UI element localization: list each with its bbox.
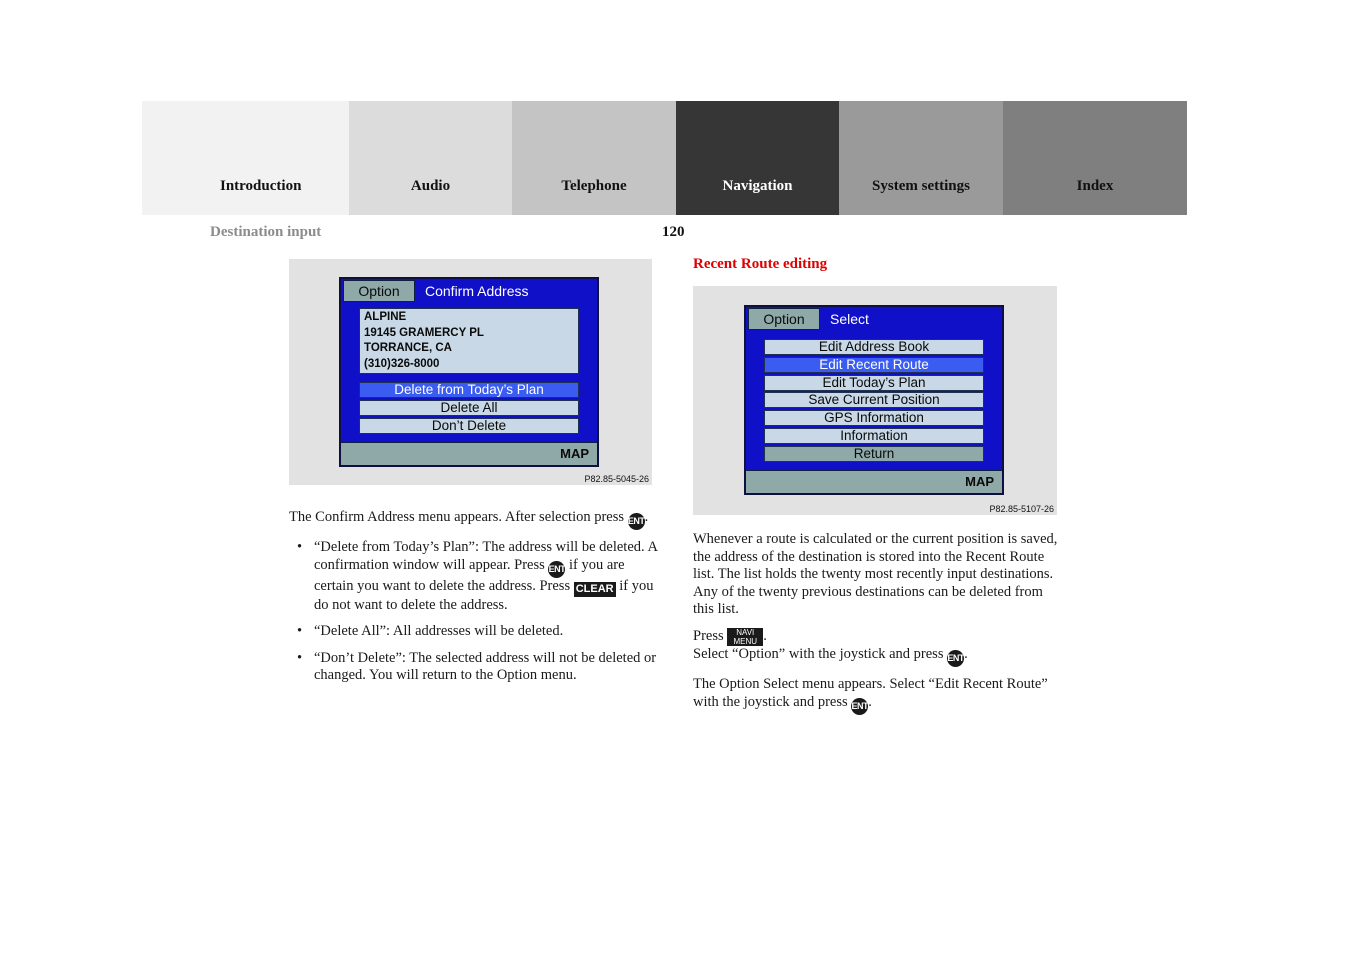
ent-button-icon: ENT: [947, 650, 964, 667]
screen-header: [341, 279, 597, 303]
ent-button-icon: ENT: [851, 698, 868, 715]
intro-paragraph: [289, 509, 661, 530]
menu-item-save-current-position: Save Current Position: [764, 392, 984, 408]
screen-footer: [341, 442, 597, 465]
tab-system-settings[interactable]: [839, 101, 1003, 215]
list-item: • “Don’t Delete”: The selected address will not be deleted or changed. You will return to the Option menu.: [289, 650, 661, 685]
confirm-address-figure: [289, 259, 652, 485]
screen-title: Select: [830, 311, 869, 327]
menu-item-return: Return: [764, 446, 984, 462]
confirm-menu: [359, 382, 579, 435]
tab-label: Introduction: [220, 178, 302, 194]
tab-label: Telephone: [561, 178, 627, 194]
address-line: 19145 GRAMERCY PL: [364, 326, 484, 339]
option-list: [289, 539, 661, 685]
text: .: [964, 646, 968, 663]
option-select-menu: [764, 339, 984, 464]
tab-audio[interactable]: [349, 101, 512, 215]
figure-id: P82.85-5107-26: [989, 504, 1054, 514]
page-number: 120: [662, 224, 685, 240]
list-item: [289, 539, 661, 614]
menu-item-delete-from-todays-plan: Delete from Today’s Plan: [359, 382, 579, 398]
text: .: [763, 627, 767, 644]
option-tab: Option: [343, 280, 415, 302]
nav-screen: [744, 305, 1004, 495]
tab-label: Audio: [410, 178, 451, 194]
option-tab: Option: [748, 308, 820, 330]
nav-screen: [339, 277, 599, 467]
section-title: Destination input: [210, 224, 322, 240]
menu-item-edit-recent-route: Edit Recent Route: [764, 357, 984, 373]
left-column: [289, 509, 661, 694]
screen-footer: [746, 470, 1002, 493]
address-line: (310)326-8000: [364, 357, 440, 370]
section-heading: Recent Route editing: [693, 256, 828, 272]
menu-item-gps-information: GPS Information: [764, 410, 984, 426]
screen-title: Confirm Address: [425, 283, 529, 299]
top-tab-bar: [142, 101, 1187, 215]
text: .: [868, 694, 872, 711]
address-box: [359, 308, 579, 374]
address-line: ALPINE: [364, 311, 407, 323]
map-label: MAP: [965, 474, 994, 489]
tab-label: Index: [1076, 178, 1114, 194]
text: if you do not want to delete the address.: [314, 577, 654, 613]
instruction-paragraph: [693, 628, 1065, 668]
text: Select “Option” with the joystick and press: [693, 646, 948, 663]
paragraph: Whenever a route is calculated or the current position is saved, the address of the destination is stored into the Recent Route list. The list holds the twenty most recently input destinations. Any of the twenty previous destinations can be deleted from this list.: [693, 531, 1058, 618]
menu-label: MENU: [733, 636, 758, 646]
tab-index[interactable]: [1003, 101, 1187, 215]
navi-menu-button-icon: [727, 628, 763, 646]
tab-navigation[interactable]: [676, 101, 839, 215]
right-column: [693, 531, 1065, 724]
list-item: • “Delete All”: All addresses will be deleted.: [289, 623, 661, 641]
text: “Delete from Today’s Plan”: The address will be deleted. A confirmation window will appear. Press: [314, 539, 658, 573]
figure-id: P82.85-5045-26: [584, 474, 649, 484]
menu-item-dont-delete: Don’t Delete: [359, 418, 579, 434]
menu-item-information: Information: [764, 428, 984, 444]
navi-label: NAVI: [736, 628, 755, 638]
text: The Option Select menu appears. Select “Edit Recent Route” with the joystick and press: [693, 676, 1048, 711]
text: Press: [693, 627, 728, 644]
text: .: [644, 509, 649, 525]
menu-item-edit-todays-plan: Edit Today’s Plan: [764, 375, 984, 391]
clear-button-icon: CLEAR: [575, 582, 614, 595]
address-line: TORRANCE, CA: [364, 342, 452, 354]
option-select-figure: [693, 286, 1057, 515]
menu-item-edit-address-book: Edit Address Book: [764, 339, 984, 355]
ent-button-icon: ENT: [628, 513, 645, 530]
tab-telephone[interactable]: [512, 101, 676, 215]
tab-introduction[interactable]: [142, 101, 349, 215]
tab-label: Navigation: [722, 178, 793, 194]
paragraph: [693, 676, 1065, 715]
text: The Confirm Address menu appears. After selection press: [289, 509, 628, 525]
map-label: MAP: [560, 446, 589, 461]
menu-item-delete-all: Delete All: [359, 400, 579, 416]
text: if you are certain you want to delete the address. Press: [314, 556, 625, 594]
tab-label: System settings: [872, 178, 970, 194]
ent-button-icon: ENT: [548, 561, 565, 578]
screen-header: [746, 307, 1002, 331]
